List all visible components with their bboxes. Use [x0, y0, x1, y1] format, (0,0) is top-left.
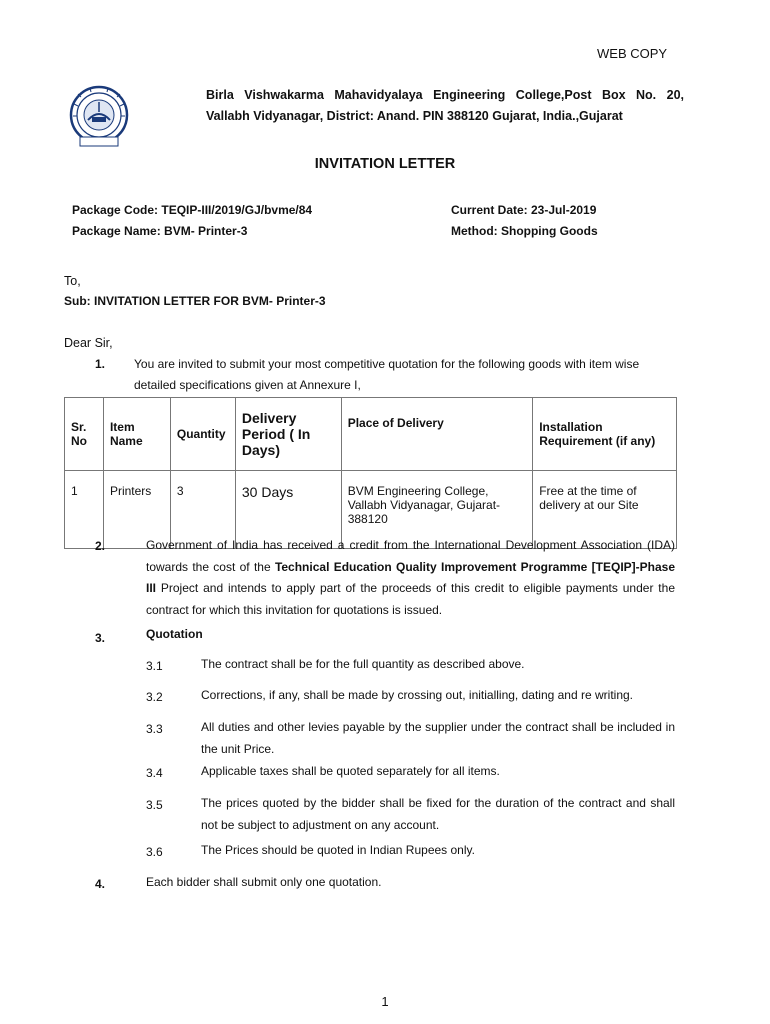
current-date: Current Date: 23-Jul-2019: [451, 203, 597, 217]
clause-number: 3.4: [146, 766, 163, 780]
package-name: Package Name: BVM- Printer-3: [72, 224, 248, 238]
para-2-text: [146, 535, 675, 621]
clause-text: Applicable taxes shall be quoted separately for all items.: [201, 764, 500, 778]
subject-line: Sub: INVITATION LETTER FOR BVM- Printer-3: [64, 294, 326, 308]
para-1-line-1: You are invited to submit your most competitive quotation for the following goods with item wise: [134, 357, 640, 371]
para-1-line-2: detailed specifications given at Annexure I,: [134, 378, 361, 392]
cell-qty: 3: [170, 471, 235, 549]
para-2-number: 2.: [95, 539, 106, 553]
web-copy-label: WEB COPY: [597, 46, 668, 61]
to-line: To,: [64, 274, 81, 288]
header-item-name: Item Name: [103, 398, 170, 471]
header-quantity: Quantity: [170, 398, 235, 471]
clause-text: All duties and other levies payable by the supplier under the contract shall be included in the unit Price.: [201, 720, 675, 756]
cell-sr: 1: [65, 471, 104, 549]
items-table: [64, 397, 677, 549]
document-title: INVITATION LETTER: [314, 156, 456, 172]
clause-number: 3.3: [146, 722, 163, 736]
cell-item: Printers: [103, 471, 170, 549]
clause-number: 3.5: [146, 798, 163, 812]
para-2-text-a: Government of India has received a credit from the International Development Association (IDA) towards the cost of the: [146, 538, 675, 574]
clause-text: The prices quoted by the bidder shall be fixed for the duration of the contract and shall not be subject to adjustment on any account.: [201, 796, 675, 832]
clause-text: The Prices should be quoted in Indian Rupees only.: [201, 843, 475, 857]
package-code: Package Code: TEQIP-III/2019/GJ/bvme/84: [72, 203, 313, 217]
college-seal-icon: [66, 84, 132, 150]
procurement-method: Method: Shopping Goods: [451, 224, 598, 238]
clause-text: Corrections, if any, shall be made by crossing out, initialling, dating and re writing.: [201, 688, 633, 702]
college-address-line-2: Vallabh Vidyanagar, District: Anand. PIN 388120 Gujarat, India.,Gujarat: [206, 109, 623, 123]
cell-install: Free at the time of delivery at our Site: [533, 471, 677, 549]
para-4-text: Each bidder shall submit only one quotation.: [146, 875, 382, 889]
quotation-heading: Quotation: [146, 627, 203, 641]
cell-place: BVM Engineering College, Vallabh Vidyanagar, Gujarat-388120: [341, 471, 533, 549]
table-header-row: [65, 398, 677, 471]
para-1-number: 1.: [95, 357, 106, 371]
header-place-of-delivery: Place of Delivery: [341, 398, 533, 471]
header-delivery-period: Delivery Period ( In Days): [235, 398, 341, 471]
salutation: Dear Sir,: [64, 336, 113, 350]
para-2-text-bold: Technical Education Quality Improvement Programme [TEQIP]-Phase III: [146, 559, 676, 595]
clause-number: 3.1: [146, 659, 163, 673]
para-2-text-b: Project and intends to apply part of the proceeds of this credit to eligible payments under the contract for which this invitation for quotations is issued.: [146, 581, 675, 617]
para-4-number: 4.: [95, 877, 106, 891]
header-installation: Installation Requirement (if any): [533, 398, 677, 471]
clause-text: The contract shall be for the full quantity as described above.: [201, 657, 525, 671]
college-address-line-1: Birla Vishwakarma Mahavidyalaya Engineering College,Post Box No. 20,: [206, 88, 684, 102]
college-logo: [66, 84, 132, 150]
para-3-number: 3.: [95, 631, 106, 645]
clause-number: 3.2: [146, 690, 163, 704]
clause-number: 3.6: [146, 845, 163, 859]
page-number: 1: [381, 994, 389, 1009]
cell-delivery: 30 Days: [235, 471, 341, 549]
header-sr-no: Sr. No: [65, 398, 104, 471]
